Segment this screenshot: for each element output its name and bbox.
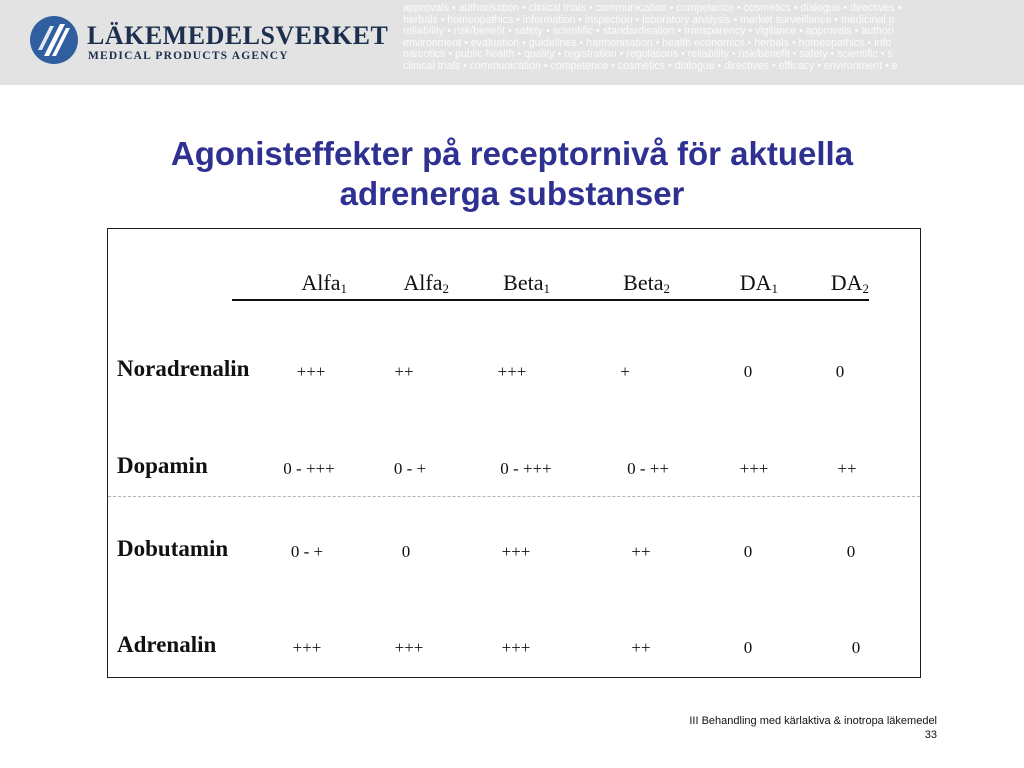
row-divider (108, 496, 920, 497)
slide-title-line: Agonisteffekter på receptornivå för aktuella (170, 135, 854, 172)
column-header-sub: 2 (663, 281, 670, 296)
receptor-table (107, 228, 921, 678)
slide-title (60, 134, 964, 214)
table-cell: 0 - +++ (500, 459, 552, 478)
table-cell: 0 - + (393, 459, 427, 478)
table-cell: +++ (501, 638, 531, 657)
table-cell: ++ (631, 638, 651, 657)
watermark-line: environment • evaluation • guidelines • harmonisation • health economics • herbals • homeopathics • info (403, 37, 892, 49)
table-cell: 0 - +++ (283, 459, 335, 478)
table-cell: +++ (501, 542, 531, 561)
slide-footer (689, 714, 937, 742)
table-cell: +++ (296, 362, 326, 381)
row-label-noradrenalin: Noradrenalin (117, 356, 250, 381)
table-cell: + (620, 362, 630, 381)
table-cell: +++ (739, 459, 769, 478)
column-header-sub: 1 (340, 281, 347, 296)
row-label-dopamin: Dopamin (117, 453, 208, 478)
watermark-line: herbals • homeopathics • information • inspection • laboratory analysis • market surveillance • medicinal p (403, 14, 895, 26)
header-watermark-text (403, 3, 1024, 72)
column-header-label: Beta (623, 270, 664, 295)
header-band (0, 0, 1024, 85)
table-cell: 0 (401, 542, 411, 561)
table-cell: 0 - + (290, 542, 324, 561)
table-cell: 0 (846, 542, 856, 561)
table-cell: 0 (851, 638, 861, 657)
column-header-beta1 (449, 271, 550, 301)
page-number: 33 (924, 729, 937, 741)
column-header-da1 (670, 271, 778, 301)
column-header-beta2 (550, 271, 670, 301)
watermark-line: approvals • authorisation • clinical trials • communication • competence • cosmetics • dialogue • directives • (403, 3, 902, 14)
column-header-da2 (778, 271, 869, 301)
table-cell: +++ (292, 638, 322, 657)
agency-name: LÄKEMEDELSVERKET (87, 21, 389, 50)
column-header-sub: 1 (543, 281, 550, 296)
table-cell: +++ (394, 638, 424, 657)
column-header-label: DA (739, 270, 772, 295)
table-cell: ++ (394, 362, 414, 381)
column-header-alfa1 (232, 271, 347, 301)
slide-title-line: adrenerga substanser (339, 175, 685, 212)
column-header-label: Beta (503, 270, 544, 295)
watermark-line: reliability • risk/benefit • safety • scientific • standardisation • transparency • vigilance • approvals • authori (403, 26, 894, 37)
table-cell: 0 (743, 638, 753, 657)
table-cell: 0 (835, 362, 845, 381)
watermark-line: narcotics • public health • quality • registration • regulations • reliability • risk/benefit • safety • scientific • s (403, 49, 893, 60)
column-header-label: DA (830, 270, 863, 295)
column-header-sub: 1 (771, 281, 778, 296)
column-header-label: Alfa (301, 270, 341, 295)
row-label-dobutamin: Dobutamin (117, 536, 229, 561)
table-cell: 0 (743, 362, 753, 381)
row-label-adrenalin: Adrenalin (117, 632, 217, 657)
footer-caption: III Behandling med kärlaktiva & inotropa läkemedel (689, 715, 937, 727)
table-cell: ++ (837, 459, 857, 478)
column-header-label: Alfa (403, 270, 443, 295)
table-cell: ++ (631, 542, 651, 561)
table-cell: 0 - ++ (627, 459, 669, 478)
table-cell: 0 (743, 542, 753, 561)
column-header-sub: 2 (442, 281, 449, 296)
agency-logo-icon (30, 16, 78, 64)
agency-subtitle: MEDICAL PRODUCTS AGENCY (88, 50, 289, 62)
column-header-sub: 2 (862, 281, 869, 296)
table-cell: +++ (497, 362, 527, 381)
watermark-line: clinical trials • communication • competence • cosmetics • dialogue • directives • efficacy • environment • e (403, 60, 898, 72)
column-header-alfa2 (347, 271, 449, 301)
